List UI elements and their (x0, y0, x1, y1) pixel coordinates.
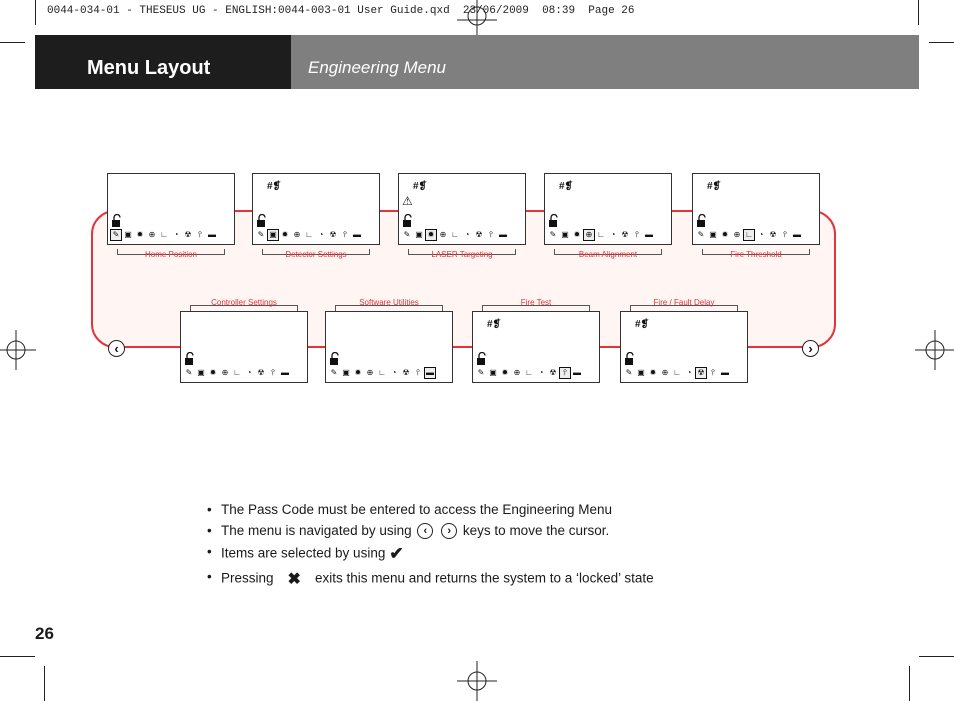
menu-screen (180, 311, 308, 383)
menu-item-label: Fire Threshold (730, 250, 782, 259)
crop-mark (44, 666, 45, 701)
sun-icon: ✹ (721, 230, 729, 239)
menu-screen (107, 173, 235, 245)
clock-icon: ◔ (610, 230, 616, 239)
instruction-text: The menu is navigated by using (221, 523, 412, 538)
detector-icon: ▣ (709, 230, 717, 239)
icon-bar (475, 367, 583, 379)
unlock-icon (111, 214, 123, 227)
left-arrow-button[interactable]: ‹ (108, 340, 125, 357)
pass-code-indicator: #❡ (487, 319, 501, 330)
menu-item-label: Beam Alignment (578, 250, 638, 259)
clock-icon: ◔ (246, 368, 252, 377)
corner-icon: ∟ (378, 368, 386, 377)
unlock-icon (548, 214, 560, 227)
relay-icon: ⫯ (559, 367, 571, 379)
crop-mark (0, 42, 25, 43)
crosshair-icon: ⊕ (583, 229, 595, 241)
crosshair-icon: ⊕ (439, 230, 447, 239)
cross-icon: ✖ (287, 571, 301, 589)
registration-mark-left (0, 330, 36, 370)
eraser-icon: ▬ (573, 368, 581, 377)
unlock-icon (624, 352, 636, 365)
clock-icon: ◔ (173, 230, 179, 239)
relay-icon: ⫯ (635, 230, 639, 239)
menu-item-label: LASER Targeting (431, 250, 493, 259)
crosshair-icon: ⊕ (513, 368, 521, 377)
crosshair-icon: ⊕ (293, 230, 301, 239)
icon-bar (401, 229, 509, 241)
clock-icon: ◔ (686, 368, 692, 377)
registration-mark-right (915, 330, 954, 370)
left-key-icon: ‹ (417, 523, 433, 539)
wrench-icon: ✎ (403, 230, 411, 239)
registration-mark-bottom (457, 661, 497, 701)
pass-code-indicator: #❡ (635, 319, 649, 330)
menu-item-label: Home Position (144, 250, 198, 259)
wrench-icon: ✎ (697, 230, 705, 239)
icon-bar (547, 229, 655, 241)
detector-icon: ▣ (561, 230, 569, 239)
corner-icon: ∟ (525, 368, 533, 377)
clock-icon: ◔ (318, 230, 324, 239)
warning-icon: ⚠ (402, 194, 413, 208)
menu-screen (544, 173, 672, 245)
detector-icon: ▣ (489, 368, 497, 377)
detector-icon: ▣ (415, 230, 423, 239)
pass-code-indicator: #❡ (267, 181, 281, 192)
relay-icon: ⫯ (489, 230, 493, 239)
relay-icon: ⫯ (271, 368, 275, 377)
unlock-icon (402, 214, 414, 227)
right-arrow-button[interactable]: › (802, 340, 819, 357)
pass-code-indicator: #❡ (413, 181, 427, 192)
sun-icon: ✹ (136, 230, 144, 239)
detector-icon: ▣ (342, 368, 350, 377)
clock-icon: ◔ (758, 230, 764, 239)
unlock-icon (696, 214, 708, 227)
wrench-icon: ✎ (549, 230, 557, 239)
detector-icon: ▣ (124, 230, 132, 239)
instruction-text: The Pass Code must be entered to access the Engineering Menu (221, 502, 612, 517)
page-subtitle: Engineering Menu (308, 58, 446, 77)
fire-icon: ☢ (402, 368, 410, 377)
eraser-icon: ▬ (208, 230, 216, 239)
crop-mark (35, 0, 36, 25)
unlock-icon (476, 352, 488, 365)
clock-icon: ◔ (464, 230, 470, 239)
crosshair-icon: ⊕ (221, 368, 229, 377)
wrench-icon: ✎ (257, 230, 265, 239)
fire-icon: ☢ (621, 230, 629, 239)
relay-icon: ⫯ (783, 230, 787, 239)
crop-mark (909, 666, 910, 701)
wrench-icon: ✎ (625, 368, 633, 377)
icon-bar (328, 367, 436, 379)
crop-mark (0, 656, 35, 657)
eraser-icon: ▬ (353, 230, 361, 239)
wrench-icon: ✎ (110, 229, 122, 241)
corner-icon: ∟ (305, 230, 313, 239)
menu-screen (472, 311, 600, 383)
page-number: 26 (35, 624, 54, 643)
instruction-text: Pressing (221, 571, 274, 586)
detector-icon: ▣ (267, 229, 279, 241)
clock-icon: ◔ (538, 368, 544, 377)
wrench-icon: ✎ (185, 368, 193, 377)
instruction-text: Items are selected by using (221, 546, 386, 561)
menu-item-label: Fire Test (520, 298, 552, 307)
list-item: • The menu is navigated by using ‹ › keys to move the cursor. (207, 523, 610, 538)
fire-icon: ☢ (184, 230, 192, 239)
eraser-icon: ▬ (499, 230, 507, 239)
corner-icon: ∟ (743, 229, 755, 241)
crop-mark (919, 656, 954, 657)
menu-screen (398, 173, 526, 245)
sun-icon: ✹ (501, 368, 509, 377)
instruction-text: exits this menu and returns the system to a ‘locked’ state (314, 571, 654, 586)
menu-screen (620, 311, 748, 383)
corner-icon: ∟ (673, 368, 681, 377)
icon-bar (110, 229, 218, 241)
corner-icon: ∟ (597, 230, 605, 239)
menu-item-label: Software Utilities (359, 298, 419, 307)
menu-screen (692, 173, 820, 245)
crosshair-icon: ⊕ (733, 230, 741, 239)
registration-mark-top (457, 0, 497, 40)
fire-icon: ☢ (695, 367, 707, 379)
menu-item-label: Fire / Fault Delay (653, 298, 715, 307)
sun-icon: ✹ (281, 230, 289, 239)
sun-icon: ✹ (209, 368, 217, 377)
menu-screen (325, 311, 453, 383)
corner-icon: ∟ (160, 230, 168, 239)
sun-icon: ✹ (573, 230, 581, 239)
crosshair-icon: ⊕ (661, 368, 669, 377)
sun-icon: ✹ (354, 368, 362, 377)
detector-icon: ▣ (637, 368, 645, 377)
icon-bar (183, 367, 291, 379)
wrench-icon: ✎ (477, 368, 485, 377)
corner-icon: ∟ (451, 230, 459, 239)
corner-icon: ∟ (233, 368, 241, 377)
sun-icon: ✹ (425, 229, 437, 241)
relay-icon: ⫯ (711, 368, 715, 377)
eraser-icon: ▬ (426, 368, 434, 377)
fire-icon: ☢ (257, 368, 265, 377)
menu-screen (252, 173, 380, 245)
list-item: • Items are selected by using ✔ (207, 544, 404, 564)
check-icon: ✔ (389, 544, 404, 564)
unlock-icon (329, 352, 341, 365)
pass-code-indicator: #❡ (707, 181, 721, 192)
sun-icon: ✹ (649, 368, 657, 377)
print-header: 0044-034-01 - THESEUS UG - ENGLISH:0044-003-01 User Guide.qxd 23/06/2009 08:39 Page 26 (47, 5, 635, 17)
eraser-icon: ▬ (793, 230, 801, 239)
wrench-icon: ✎ (330, 368, 338, 377)
pass-code-indicator: #❡ (559, 181, 573, 192)
list-item: • The Pass Code must be entered to access the Engineering Menu (207, 502, 612, 517)
crop-mark (929, 42, 954, 43)
fire-icon: ☢ (769, 230, 777, 239)
list-item: • Pressing ✖ exits this menu and returns the system to a ‘locked’ state (207, 569, 654, 589)
relay-icon: ⫯ (416, 368, 420, 377)
icon-bar (255, 229, 363, 241)
unlock-icon (184, 352, 196, 365)
icon-bar (695, 229, 803, 241)
menu-item-label: Controller Settings (211, 298, 277, 307)
eraser-icon: ▬ (721, 368, 729, 377)
instructions-list (207, 502, 667, 594)
relay-icon: ⫯ (198, 230, 202, 239)
eraser-icon: ▬ (645, 230, 653, 239)
icon-bar (623, 367, 731, 379)
fire-icon: ☢ (549, 368, 557, 377)
relay-icon: ⫯ (343, 230, 347, 239)
unlock-icon (256, 214, 268, 227)
crop-mark (918, 0, 919, 25)
menu-item-label: Detector Settings (285, 250, 347, 259)
instruction-text: keys to move the cursor. (462, 523, 610, 538)
right-key-icon: › (441, 523, 457, 539)
fire-icon: ☢ (475, 230, 483, 239)
page-title: Menu Layout (87, 57, 211, 79)
eraser-icon: ▬ (281, 368, 289, 377)
fire-icon: ☢ (329, 230, 337, 239)
detector-icon: ▣ (197, 368, 205, 377)
crosshair-icon: ⊕ (148, 230, 156, 239)
crosshair-icon: ⊕ (366, 368, 374, 377)
clock-icon: ◔ (391, 368, 397, 377)
